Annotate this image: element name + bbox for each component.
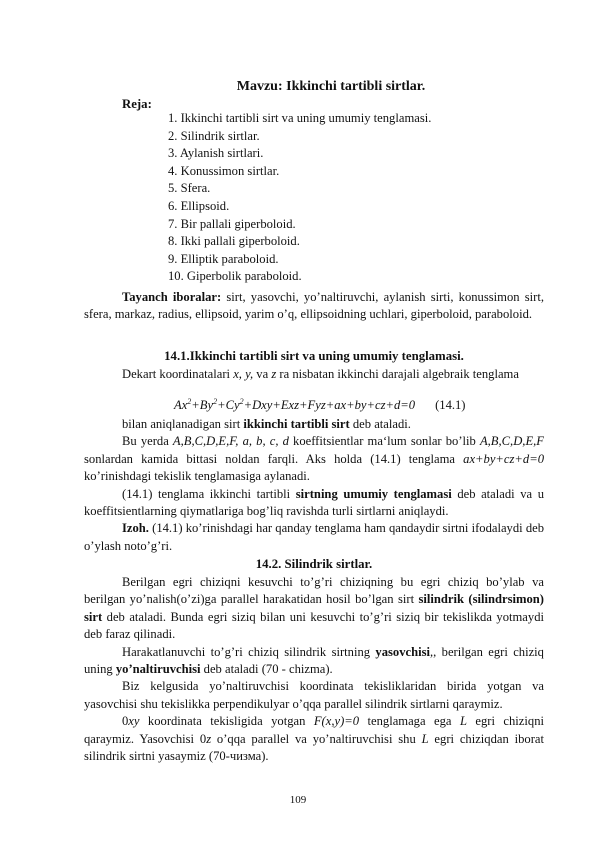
keywords-text: sirt, yasovchi, yo’naltiruvchi, aylanish sirti, konussimon sirt, sfera, markaz, radius, ellipsoid, yarim o’q, ellipsoidning uchlari, giperboloid, paraboloid. xyxy=(84,290,544,322)
term-bold: yo’naltiruvchisi xyxy=(115,662,201,677)
text-run: , berilgan egri chiziq uning xyxy=(84,644,544,677)
keywords-paragraph xyxy=(84,289,544,324)
text-run: Dekart koordinatalari xyxy=(122,367,234,381)
text-run: koordinata tekisligida yotgan xyxy=(139,714,314,729)
equation-number: (14.1) xyxy=(435,398,466,412)
math-vars: xy xyxy=(128,714,140,729)
text-run: Bu yerda xyxy=(122,434,173,449)
formula-exponent: 2 xyxy=(239,396,244,406)
formula-exponent: 2 xyxy=(187,396,192,406)
math-var: L xyxy=(421,731,429,746)
note-label: Izoh. xyxy=(122,521,149,536)
math-vars: A,B,C,D,E,F, a, b, c, d xyxy=(172,434,289,449)
term-bold: ikkinchi tartibli sirt xyxy=(243,417,350,431)
formula-exponent: 2 xyxy=(213,396,218,406)
math-equation: F(x,y)=0 xyxy=(313,714,360,729)
text-run: (14.1) tenglama ikkinchi tartibli xyxy=(122,486,296,501)
text-run: egri chiziqdan iborat silindrik sirtni yasaymiz (70-чизма). xyxy=(84,731,544,764)
term-bold: silindrik (silindrsimon) sirt xyxy=(84,592,544,624)
text-run: 0 xyxy=(122,714,129,729)
plan-item: 8. Ikki pallali giperboloid. xyxy=(168,234,300,249)
plan-item: 4. Konussimon sirtlar. xyxy=(168,163,280,178)
plan-item: 7. Bir pallali giperboloid. xyxy=(168,216,296,231)
text-run: ko’rinishdagi tekislik tenglamasiga aylanadi. xyxy=(84,469,310,484)
section1-body xyxy=(84,416,544,555)
plan-item: 10. Giperbolik paraboloid. xyxy=(168,269,302,284)
text-run: koeffitsientlar ma‘lum sonlar bo’lib xyxy=(288,434,480,449)
plan-item: 1. Ikkinchi tartibli sirt va uning umumiy tenglamasi. xyxy=(168,111,432,125)
math-var: L xyxy=(459,714,467,729)
page-title: Mavzu: Ikkinchi tartibli sirtlar. xyxy=(236,79,426,94)
term-bold: sirtning umumiy tenglamasi xyxy=(295,486,452,501)
plan-item: 6. Ellipsoid. xyxy=(168,198,230,213)
math-vars: A,B,C,D,E,F xyxy=(479,434,544,449)
text-run: deb ataladi va u koeffitsientlarning qiymatlariga bog’liq ravishda turli sirtlarni aniqlaydi. xyxy=(84,486,544,519)
plan-item: 2. Silindrik sirtlar. xyxy=(168,128,260,143)
formula-part: +By xyxy=(191,398,214,412)
formula-part: +Dxy+Exz+Fyz+ax+by+cz+d=0 xyxy=(243,398,416,412)
math-var: z xyxy=(206,731,212,746)
math-var: z xyxy=(271,367,277,381)
keywords-label: Tayanch iboralar: xyxy=(122,290,222,304)
text-run: ra nisbatan ikkinchi darajali algebraik tenglama xyxy=(276,367,519,381)
plan-item: 9. Elliptik paraboloid. xyxy=(168,251,279,266)
text-run: (14.1) ko’rinishdagi har qanday tenglama ham qandaydir sirtni ifodalaydi deb o’ylash noto’g’ri. xyxy=(84,521,544,553)
section1-intro xyxy=(84,366,544,383)
section-heading-14-2: 14.2. Silindrik sirtlar. xyxy=(255,557,373,571)
text-run: deb ataladi. Bunda egri siziq bilan uni kesuvchi to’g’ri siziq bir tekislikda yotmaydi deb faraz qilinadi. xyxy=(84,609,544,642)
text-run: bilan aniqlanadigan sirt xyxy=(122,417,244,431)
text-run: Harakatlanuvchi to’g’ri chiziq silindrik sirtning xyxy=(122,644,376,659)
text-run: Berilgan egri chiziqni kesuvchi to’g’ri chiziqning bu egri chiziq bo’ylab va berilgan yo’nalish(o’zi)ga parallel harakatidan hosil bo’lgan sirt xyxy=(84,575,544,607)
math-equation: ax+by+cz+d=0 xyxy=(463,451,544,466)
formula-part: Ax xyxy=(174,398,188,412)
text-run: sonlardan kamida bittasi noldan farqli. Aks holda (14.1) tenglama xyxy=(84,451,464,466)
text-run: tenglamaga ega xyxy=(359,714,460,729)
text-run: va xyxy=(253,367,272,381)
plan-item: 3. Aylanish sirtlari. xyxy=(168,146,264,161)
text-run: deb ataladi. xyxy=(349,417,411,431)
page-number: 109 xyxy=(289,794,307,806)
text-run: o’qqa parallel va yo’naltiruvchisi shu xyxy=(211,731,422,746)
plan-list xyxy=(168,110,431,286)
formula-part: +Cy xyxy=(217,398,240,412)
text-run: egri chiziqni qaraymiz. Yasovchisi 0 xyxy=(84,714,544,746)
equation-14-1 xyxy=(174,398,466,413)
section-heading-14-1: 14.1.Ikkinchi tartibli sirt va uning umumiy tenglamasi. xyxy=(164,349,464,363)
text-paragraph: Biz kelgusida yo’naltiruvchisi koordinata tekisliklaridan birida yotgan va yasovchisi shu tekislikka perpendikulyar o’qqa parallel silindrik sirtlarni qaraymiz. xyxy=(84,679,544,711)
section2-body: Berilgan egri chiziqni kesuvchi to’g’ri chiziqning bu egri chiziq bo’ylab va berilgan yo’nalish(o’zi)ga parallel harakatidan hosil bo’lgan sirt silindrik (silindrsimon) sirt deb ataladi. Bunda egri siziq bilan uni kesuvchi to’g’ri siziq bir tekislikda yotmaydi deb faraz qilinadi. Harakatlanuvchi to’g’ri chiziq silindrik sirtning yasovchisi,, berilgan egri chiziq uning yo’naltiruvchisi deb ataladi (70 - chizma). Biz kelgusida yo’naltiruvchisi koordinata tekisliklaridan birida yotgan va yasovchisi shu tekislikka perpendikulyar o’qqa parallel silindrik sirtlarni qaraymiz. 0xy koordinata tekisligida yotgan F(x,y)=0 tenglamaga ega L egri chiziqni qaraymiz. Yasovchisi 0z o’qqa parallel va yo’naltiruvchisi shu L egri chiziqdan iborat silindrik sirtni yasaymiz (70-чизма). xyxy=(84,575,544,764)
math-vars: x, y, xyxy=(233,367,254,381)
plan-heading: Reja: xyxy=(122,97,152,111)
plan-item: 5. Sfera. xyxy=(168,181,211,196)
text-run: deb ataladi (70 - chizma). xyxy=(200,662,333,677)
term-bold: yasovchisi xyxy=(375,644,430,659)
